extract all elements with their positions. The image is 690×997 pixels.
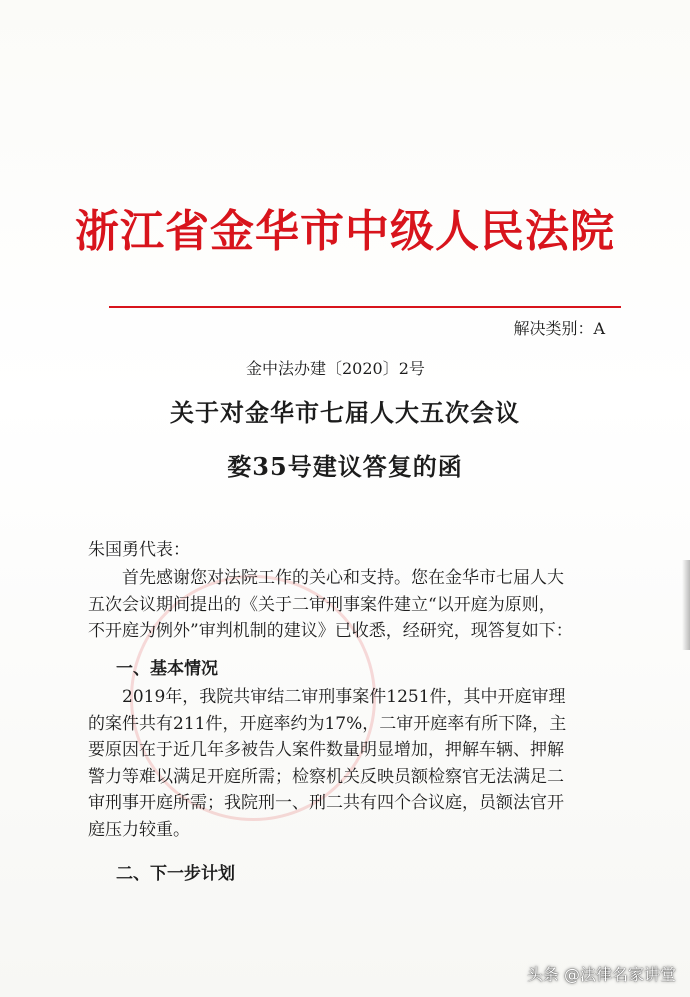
paragraph-line: 庭压力较重。 [88, 819, 190, 840]
section-heading-2: 二、下一步计划 [116, 864, 235, 884]
paragraph-line: 警力等难以满足开庭所需；检察机关反映员额检察官无法满足二 [88, 766, 564, 787]
salutation: 朱国勇代表： [88, 540, 190, 560]
paragraph-intro [88, 565, 608, 645]
title-line-2: 婺35号建议答复的函 [227, 452, 463, 481]
court-name-header: 浙江省金华市中级人民法院 [75, 206, 615, 257]
title-line-1: 关于对金华市七届人大五次会议 [170, 398, 520, 427]
source-watermark: 头条 @法律名家讲堂 [526, 965, 676, 984]
paragraph-line: 首先感谢您对法院工作的关心和支持。您在金华市七届人大 [122, 568, 564, 588]
paragraph-line: 审刑事开庭所需；我院刑一、刑二共有四个合议庭，员额法官开 [88, 793, 564, 813]
document-number: 金中法办建〔2020〕2号 [246, 359, 425, 378]
red-divider-line [109, 306, 621, 308]
paragraph-line: 五次会议期间提出的《关于二审刑事案件建立“以开庭为原则， [88, 594, 556, 615]
paragraph-line: 不开庭为例外”审判机制的建议》已收悉，经研究，现答复如下： [88, 621, 573, 641]
paragraph-line: 的案件共有211件，开庭率约为17%，二审开庭率有所下降，主 [88, 713, 567, 734]
paragraph-line: 2019年，我院共审结二审刑事案件1251件，其中开庭审理 [122, 687, 566, 707]
paragraph-basic-situation [88, 684, 608, 843]
section-heading-1: 一、基本情况 [116, 659, 218, 679]
page-edge-shadow [682, 560, 690, 650]
resolution-category: 解决类别：A [513, 319, 605, 338]
paragraph-line: 要原因在于近几年多被告人案件数量明显增加，押解车辆、押解 [88, 740, 564, 760]
